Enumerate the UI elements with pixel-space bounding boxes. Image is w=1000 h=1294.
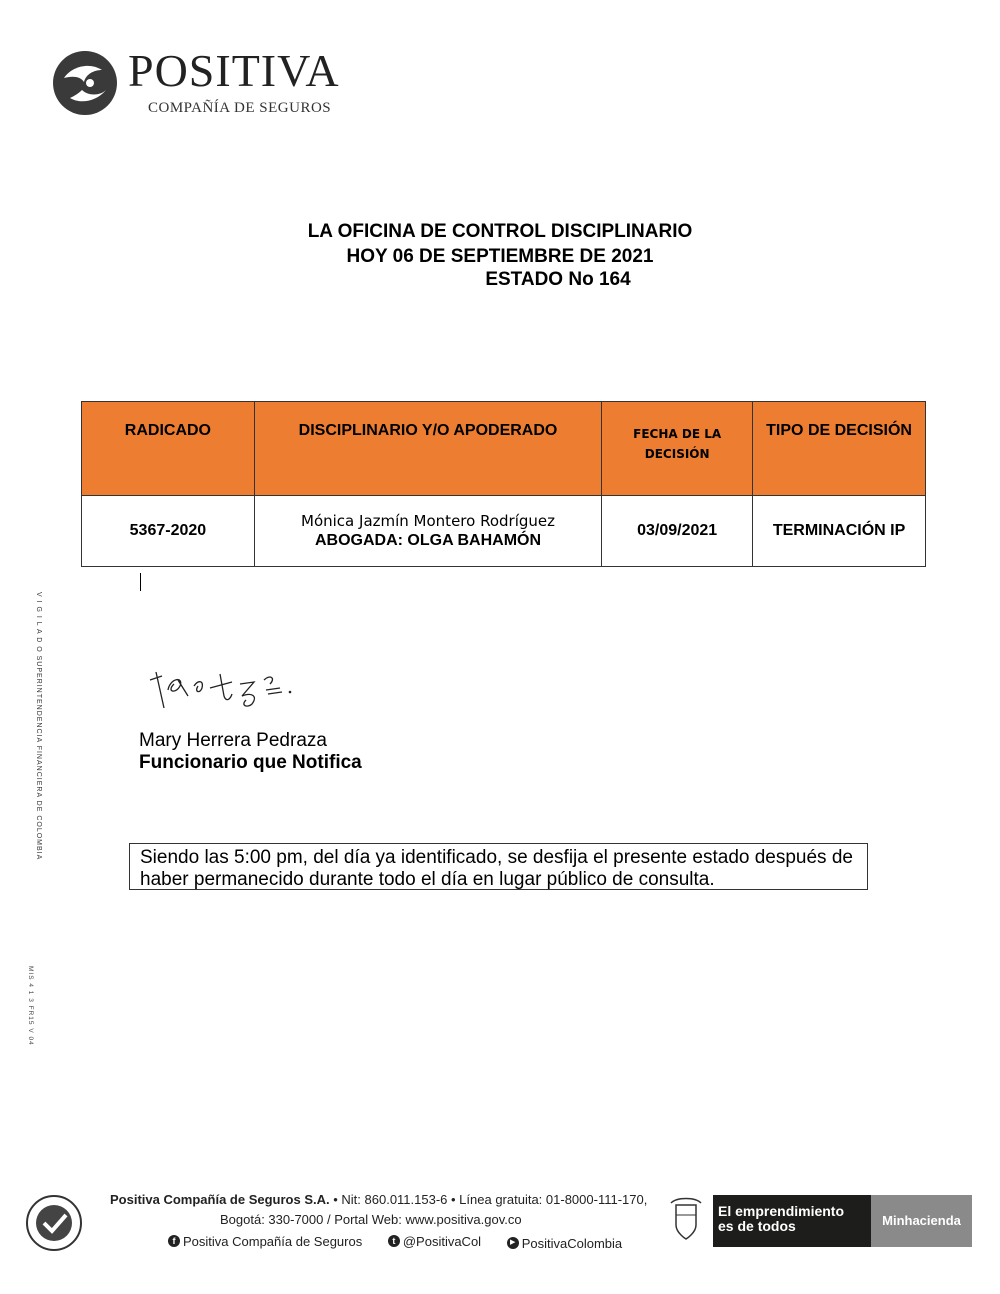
estado-number: ESTADO No 164: [485, 269, 631, 290]
youtube-link[interactable]: [507, 1236, 622, 1251]
footer-nit-line: • Nit: 860.011.153-6 • Línea gratuita: 01-8000-111-170,: [329, 1192, 648, 1207]
apoderado-name: ABOGADA: OLGA BAHAMÓN: [314, 532, 542, 549]
certification-seal-icon: [22, 1193, 86, 1253]
vigilado-stamp: [22, 592, 44, 861]
decisions-table: [81, 401, 926, 567]
twitter-link[interactable]: [388, 1234, 481, 1249]
ministry-block: [871, 1195, 972, 1247]
colombia-shield-icon: [659, 1195, 713, 1247]
footer-company: Positiva Compañía de Seguros S.A.: [110, 1192, 330, 1207]
logo-name: POSITIVA: [128, 45, 340, 96]
vigilado-text: V I G I L A D O SUPERINTENDENCIA FINANCIERA DE COLOMBIA: [35, 592, 42, 861]
facebook-label: Positiva Compañía de Seguros: [183, 1233, 363, 1249]
header-radicado: RADICADO: [82, 402, 255, 496]
facebook-link[interactable]: [168, 1234, 362, 1249]
table-row: [82, 496, 926, 567]
gov-slogan-line2: es de todos: [718, 1218, 796, 1234]
cell-disciplinario: [254, 496, 601, 567]
header-fecha-label: FECHA DE LA DECISIÓN: [633, 427, 722, 461]
twitter-label: @PositivaCol: [402, 1233, 482, 1249]
footer-line-2: Bogotá: 330-7000 / Portal Web: www.positiva.gov.co: [220, 1212, 522, 1227]
youtube-label: PositivaColombia: [521, 1235, 623, 1251]
header-tipo: TIPO DE DECISIÓN: [753, 402, 926, 496]
table-header-row: [82, 402, 926, 496]
gov-slogan: [718, 1204, 844, 1234]
cell-tipo: TERMINACIÓN IP: [753, 496, 926, 567]
cell-fecha: 03/09/2021: [602, 496, 753, 567]
government-banner: [659, 1195, 972, 1247]
footer-line-1: [110, 1192, 647, 1207]
cell-radicado: 5367-2020: [82, 496, 255, 567]
facebook-icon: f: [168, 1235, 180, 1247]
desfijacion-notice: Siendo las 5:00 pm, del día ya identificado, se desfija el presente estado después de haber permanecido durante todo el día en lugar público de consulta.: [129, 843, 868, 890]
header-fecha: [602, 402, 753, 496]
gov-slogan-block: [713, 1195, 871, 1247]
company-logo: [48, 44, 348, 124]
youtube-icon: ▶: [507, 1237, 519, 1249]
signer-role: Funcionario que Notifica: [139, 752, 362, 773]
office-title: LA OFICINA DE CONTROL DISCIPLINARIO: [307, 221, 693, 242]
date-line: HOY 06 DE SEPTIEMBRE DE 2021: [346, 246, 654, 267]
footer-social-links: [168, 1232, 644, 1251]
signer-name: Mary Herrera Pedraza: [139, 730, 327, 751]
text-cursor: [140, 573, 141, 591]
twitter-icon: t: [388, 1235, 400, 1247]
handwritten-signature: [140, 650, 330, 720]
logo-subtitle: COMPAÑÍA DE SEGUROS: [148, 100, 332, 116]
header-disciplinario: DISCIPLINARIO Y/O APODERADO: [254, 402, 601, 496]
gov-slogan-line1: El emprendimiento: [718, 1203, 845, 1219]
positiva-logo-icon: [50, 48, 120, 118]
disciplinario-name: Mónica Jazmín Montero Rodríguez: [301, 512, 555, 530]
ministry-name: Minhacienda: [882, 1213, 961, 1228]
form-code: MIS 4 1 3 FR15 V 04: [27, 966, 34, 1046]
